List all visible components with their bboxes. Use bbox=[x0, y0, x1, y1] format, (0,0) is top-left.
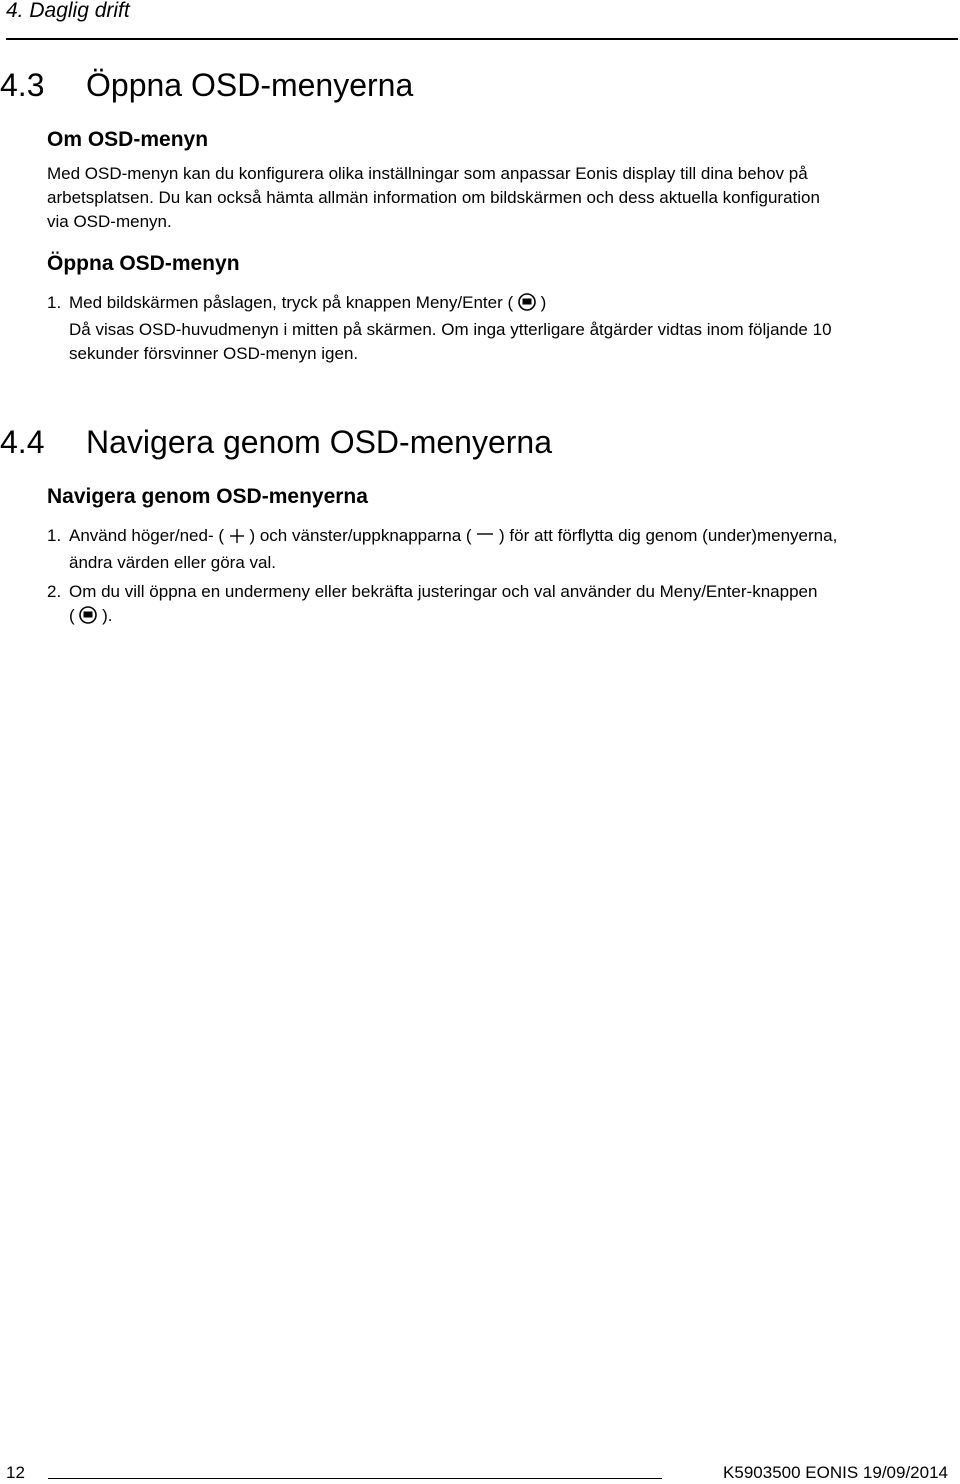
footer-divider bbox=[48, 1478, 662, 1479]
subheading-om-osd-menyn: Om OSD-menyn bbox=[47, 128, 209, 151]
step-text: ( bbox=[69, 606, 75, 625]
minus-icon bbox=[476, 527, 494, 551]
section-title: Navigera genom OSD-menyerna bbox=[86, 424, 552, 460]
step-text: ändra värden eller göra val. bbox=[69, 553, 276, 572]
section-title: Öppna OSD-menyerna bbox=[86, 67, 414, 103]
subheading-navigera: Navigera genom OSD-menyerna bbox=[47, 485, 368, 508]
list-item bbox=[47, 291, 959, 366]
document-reference: K5903500 EONIS 19/09/2014 bbox=[723, 1463, 948, 1482]
step-text: Om du vill öppna en undermeny eller bekräfta justeringar och val använder du Meny/Enter-knappen bbox=[69, 582, 818, 601]
menu-enter-icon bbox=[79, 606, 97, 631]
subheading-oppna-osd-menyn: Öppna OSD-menyn bbox=[47, 252, 240, 275]
step-text: ) bbox=[540, 293, 547, 312]
step-text: sekunder försvinner OSD-menyn igen. bbox=[69, 344, 359, 363]
step-text: ). bbox=[102, 606, 113, 625]
intro-line: Med OSD-menyn kan du konfigurera olika inställningar som anpassar Eonis display till dina behov på bbox=[47, 164, 808, 183]
list-item bbox=[47, 524, 959, 575]
header-divider bbox=[6, 38, 958, 40]
step-text: Då visas OSD-huvudmenyn i mitten på skärmen. Om inga ytterligare åtgärder vidtas inom följande 10 bbox=[69, 320, 832, 339]
section-number: 4.3 bbox=[0, 67, 45, 103]
step-text: Använd höger/ned- ( bbox=[69, 526, 224, 545]
plus-icon bbox=[229, 527, 245, 551]
list-item bbox=[47, 580, 959, 631]
intro-line: via OSD-menyn. bbox=[47, 212, 172, 231]
step-text: ) och vänster/uppknapparna ( bbox=[249, 526, 472, 545]
step-text: Med bildskärmen påslagen, tryck på knappen Meny/Enter ( bbox=[69, 293, 514, 312]
section-number: 4.4 bbox=[0, 424, 45, 460]
menu-enter-icon bbox=[518, 293, 536, 318]
step-text: ) för att förflytta dig genom (under)menyerna, bbox=[499, 526, 838, 545]
intro-paragraph bbox=[47, 162, 959, 234]
list-number: 1. bbox=[47, 293, 62, 312]
list-number: 2. bbox=[47, 582, 62, 601]
intro-line: arbetsplatsen. Du kan också hämta allmän information om bildskärmen och dess aktuella konfiguration bbox=[47, 188, 820, 207]
chapter-header: 4. Daglig drift bbox=[6, 0, 130, 22]
page-number: 12 bbox=[6, 1463, 25, 1482]
list-number: 1. bbox=[47, 526, 62, 545]
